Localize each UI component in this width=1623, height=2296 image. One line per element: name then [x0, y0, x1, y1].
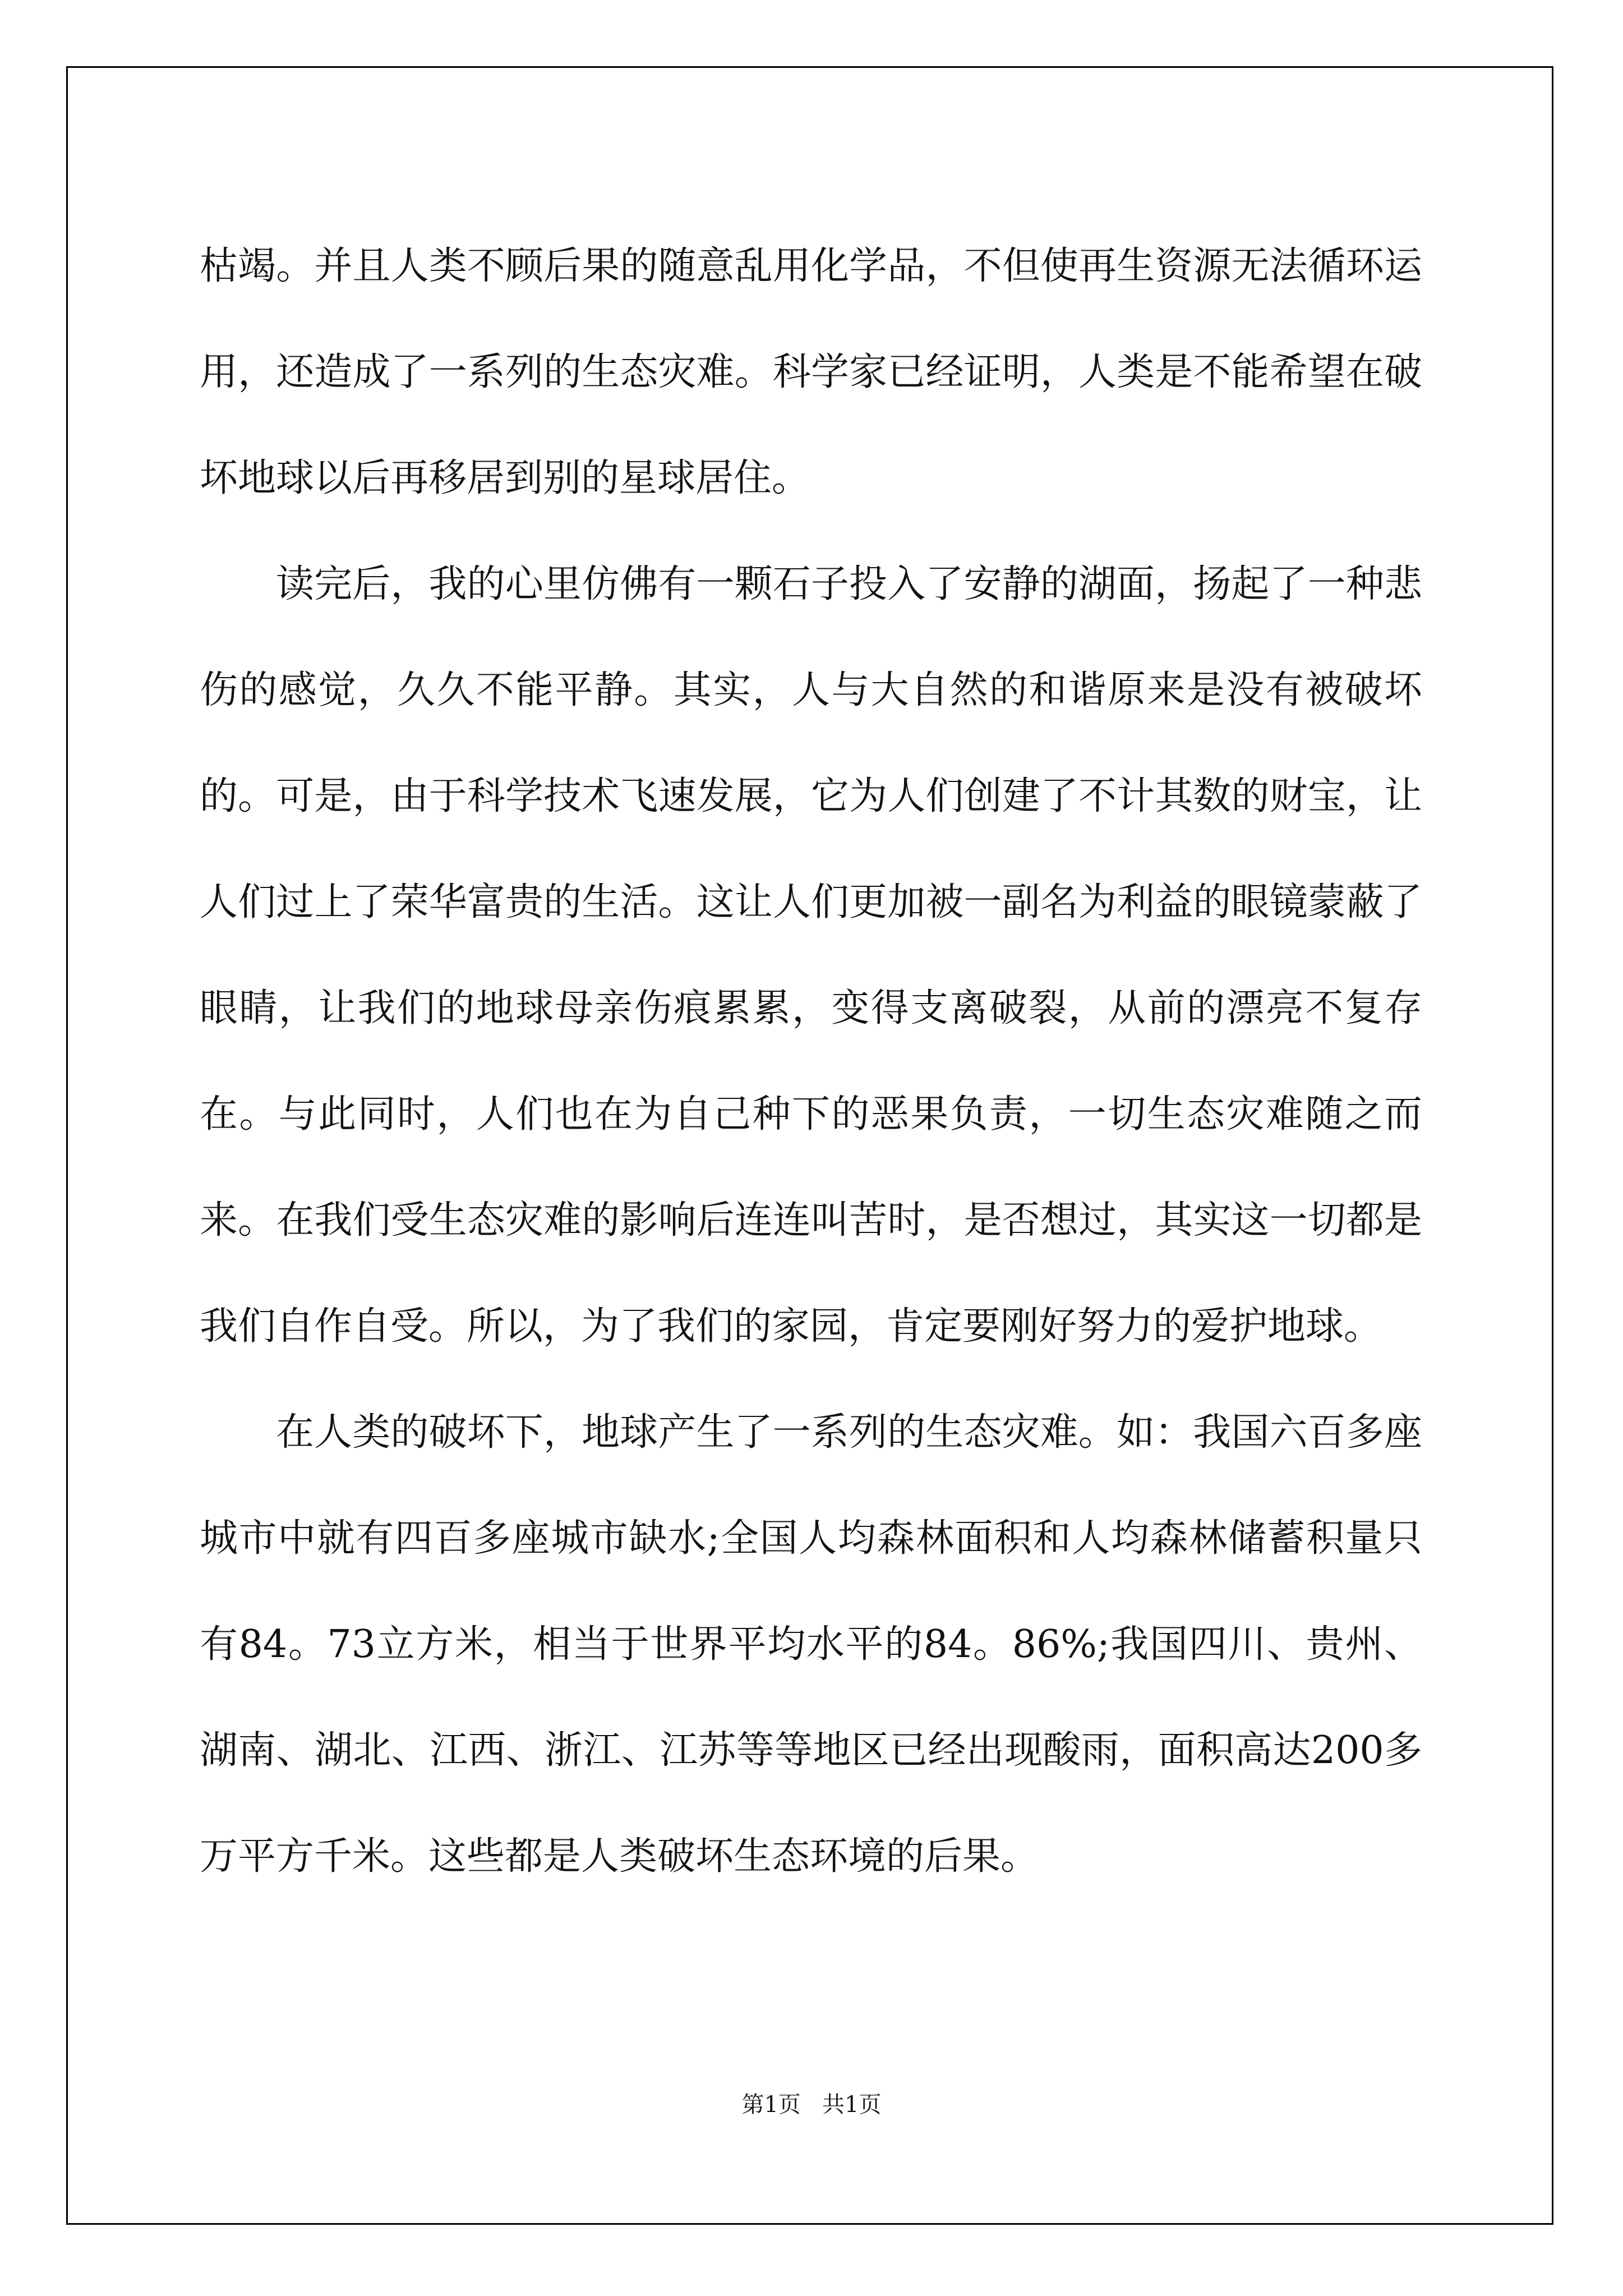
paragraph-2: 读完后，我的心里仿佛有一颗石子投入了安静的湖面，扬起了一种悲伤的感觉，久久不能平静。其实，人与大自然的和谐原来是没有被破坏的。可是，由于科学技术飞速发展，它为人们创建了不计其数的财宝，让人们过上了荣华富贵的生活。这让人们更加被一副名为利益的眼镜蒙蔽了眼睛，让我们的地球母亲伤痕累累，变得支离破裂，从前的漂亮不复存在。与此同时，人们也在为自己种下的恶果负责，一切生态灾难随之而来。在我们受生态灾难的影响后连连叫苦时，是否想过，其实这一切都是我们自作自受。所以，为了我们的家园，肯定要刚好努力的爱护地球。: [200, 562, 1422, 1349]
paragraph-1: 枯竭。并且人类不顾后果的随意乱用化学品，不但使再生资源无法循环运用，还造成了一系列的生态灾难。科学家已经证明，人类是不能希望在破坏地球以后再移居到别的星球居住。: [200, 244, 1422, 500]
paragraph-3: 在人类的破坏下，地球产生了一系列的生态灾难。如：我国六百多座城市中就有四百多座城市缺水;全国人均森林面积和人均森林储蓄积量只有84。73立方米，相当于世界平均水平的84。86%;我国四川、贵州、湖南、湖北、江西、浙江、江苏等等地区已经出现酸雨，面积高达200多万平方千米。这些都是人类破坏生态环境的后果。: [200, 1410, 1422, 1879]
page-footer: 第1页 共1页: [741, 2092, 882, 2118]
document-body: [200, 213, 1422, 1910]
